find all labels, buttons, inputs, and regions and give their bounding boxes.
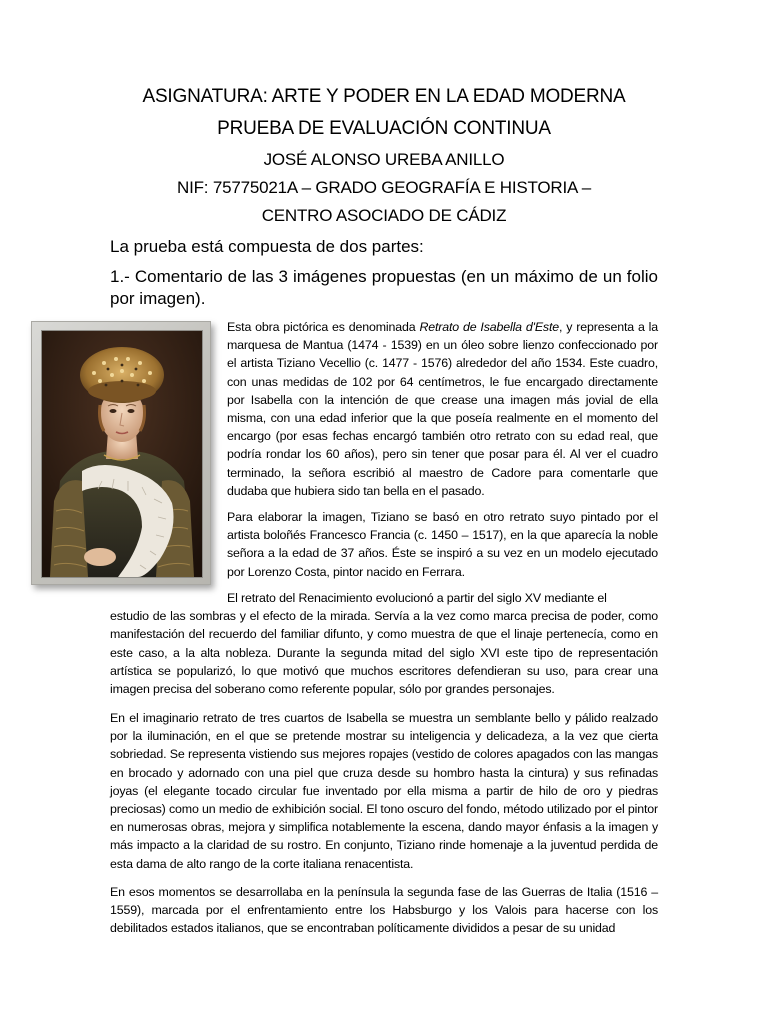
paragraph-2-text: Para elaborar la imagen, Tiziano se basó en otro retrato suyo pintado por el artista boloñés Francesco Francia (c. 1450 – 1517), en la que aparecía la noble señora a la edad de 37 años. Éste se inspiró a su vez en un modelo ejecutado por Lorenzo Costa, pintor nacido en Ferrara. [227,510,658,579]
author-name: JOSÉ ALONSO UREBA ANILLO [263,150,505,169]
paragraph-4 [110,709,658,873]
paragraph-5-text: En esos momentos se desarrollaba en la península la segunda fase de las Guerras de Italia (1516 – 1559), marcada por el enfrentamiento entre los Habsburgo y los Valois para hacerse con los debilitados estados italianos, que se encontraban políticamente divididos a pesar de su unidad [110,885,658,936]
paragraph-2 [227,508,658,581]
paragraph-3 [110,589,658,698]
exam-title: PRUEBA DE EVALUACIÓN CONTINUA [217,118,551,139]
question-1: 1.- Comentario de las 3 imágenes propuestas (en un máximo de un folio por imagen). [110,267,658,308]
course-title: ASIGNATURA: ARTE Y PODER EN LA EDAD MODERNA [142,86,626,107]
paragraph-1-pre: Esta obra pictórica es denominada [227,320,420,334]
paragraph-1-post: , y representa a la marquesa de Mantua (1474 - 1539) en un óleo sobre lienzo confeccionado por el artista Tiziano Vecellio (c. 1477 - 1576) alrededor del año 1534. Este cuadro, con unas medidas de 102 por 64 centímetros, le fue encargado directamente por Isabella con la intención de que crease una imagen más jovial de ella misma, con una edad inferior que la que poseía realmente en el momento del encargo (por esas fechas encargó también otro retrato con su edad real, que podría rondar los 60 años), pero sin tener que posar para él. Al ver el cuadro terminado, la señora escribió al maestro de Cadore para comentarle que dudaba que hubiera sido tan bella en el pasado. [227,320,658,498]
paragraph-1 [227,318,658,500]
paragraph-5 [110,883,658,938]
center-name: CENTRO ASOCIADO DE CÁDIZ [261,206,507,225]
paragraph-3-first-line: El retrato del Renacimiento evolucionó a partir del siglo XV mediante el [227,591,607,605]
portrait-frame [31,321,211,585]
portrait-isabella-d-este [41,330,203,578]
author-id-line: NIF: 75775021A – GRADO GEOGRAFÍA E HISTORIA – [177,178,591,197]
painting-title: Retrato de Isabella d'Este [419,320,560,334]
intro-text: La prueba está compuesta de dos partes: [110,237,424,256]
portrait-painting-icon [42,331,202,577]
paragraph-3-rest: estudio de las sombras y el efecto de la mirada. Servía a la vez como marca precisa de poder, como manifestación del recuerdo del familiar difunto, y como muestra de que el linaje pertenecía, como en este caso, a la alta nobleza. Durante la segunda mitad del siglo XVI este tipo de representación artística se popularizó, lo que motivó que muchos escritores defendieran su uso, para crear una imagen precisa del soberano como referente popular, sólo por grandes personajes. [110,609,658,697]
paragraph-4-text: En el imaginario retrato de tres cuartos de Isabella se muestra un semblante bello y pálido realzado por la iluminación, en el que se pretende mostrar su inteligencia y delicadeza, a la vez que cierta sobriedad. Se representa vistiendo sus mejores ropajes (vestido de colores apagados con las mangas en brocado y adornado con una piel que cruza desde su hombro hasta la cintura) y sus refinadas joyas (el elegante tocado circular fue inventado por ella misma a partir de hilo de oro y piedras preciosas) como un medio de exhibición social. El tono oscuro del fondo, método utilizado por el pintor en numerosas obras, mejora y simplifica notablemente la escena, dando mayor énfasis a la imagen y más impacto a la claridad de su rostro. En conjunto, Tiziano rinde homenaje a la juventud perdida de esta dama de alto rango de la corte italiana renacentista. [110,711,658,871]
